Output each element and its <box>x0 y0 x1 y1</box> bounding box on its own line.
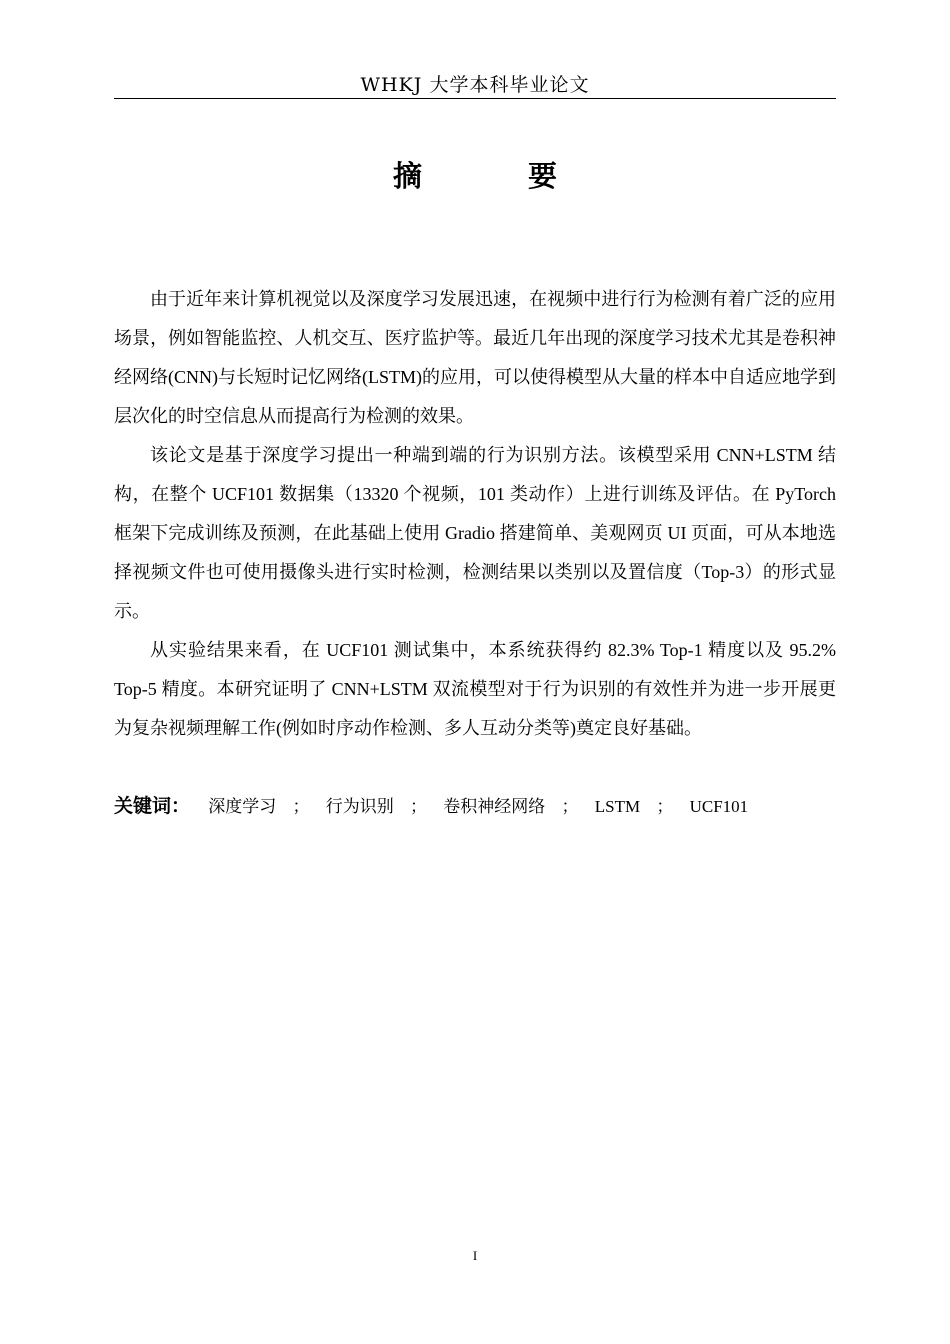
abstract-paragraph-1: 由于近年来计算机视觉以及深度学习发展迅速，在视频中进行行为检测有着广泛的应用场景，例如智能监控、人机交互、医疗监护等。最近几年出现的深度学习技术尤其是卷积神经网络(CNN)与长短时记忆网络(LSTM)的应用，可以使得模型从大量的样本中自适应地学到层次化的时空信息从而提高行为检测的效果。 <box>114 289 836 426</box>
abstract-paragraph-3: 从实验结果来看，在 UCF101 测试集中，本系统获得约 82.3% Top-1 精度以及 95.2% Top-5 精度。本研究证明了 CNN+LSTM 双流模型对于行为识别的有效性并为进一步开展更为复杂视频理解工作(例如时序动作检测、多人互动分类等)奠定良好基础。 <box>114 640 836 738</box>
keyword-2: 行为识别 <box>325 797 394 816</box>
keywords-line <box>114 788 836 825</box>
keyword-3: 卷积神经网络 <box>443 797 546 816</box>
keyword-separator: ； <box>292 797 310 816</box>
header-divider <box>114 98 836 99</box>
abstract-title: 摘 要 <box>392 159 606 193</box>
abstract-paragraph-2: 该论文是基于深度学习提出一种端到端的行为识别方法。该模型采用 CNN+LSTM 结构，在整个 UCF101 数据集（13320 个视频，101 类动作）上进行训练及评估。在 PyTorch 框架下完成训练及预测，在此基础上使用 Gradio 搭建简单、美观网页 UI 页面，可从本地选择视频文件也可使用摄像头进行实时检测，检测结果以类别以及置信度（Top-3）的形式显示。 <box>114 445 836 621</box>
keyword-4: LSTM <box>594 797 641 816</box>
keyword-5: UCF101 <box>689 797 749 816</box>
abstract-body <box>114 280 836 748</box>
keyword-separator: ； <box>410 797 428 816</box>
keywords-label: 关键词： <box>114 795 191 817</box>
keyword-separator: ； <box>656 797 674 816</box>
keyword-1: 深度学习 <box>208 797 277 816</box>
keyword-separator: ； <box>561 797 579 816</box>
page-number: I <box>472 1248 478 1263</box>
page-header: WHKJ 大学本科毕业论文 <box>360 74 590 96</box>
